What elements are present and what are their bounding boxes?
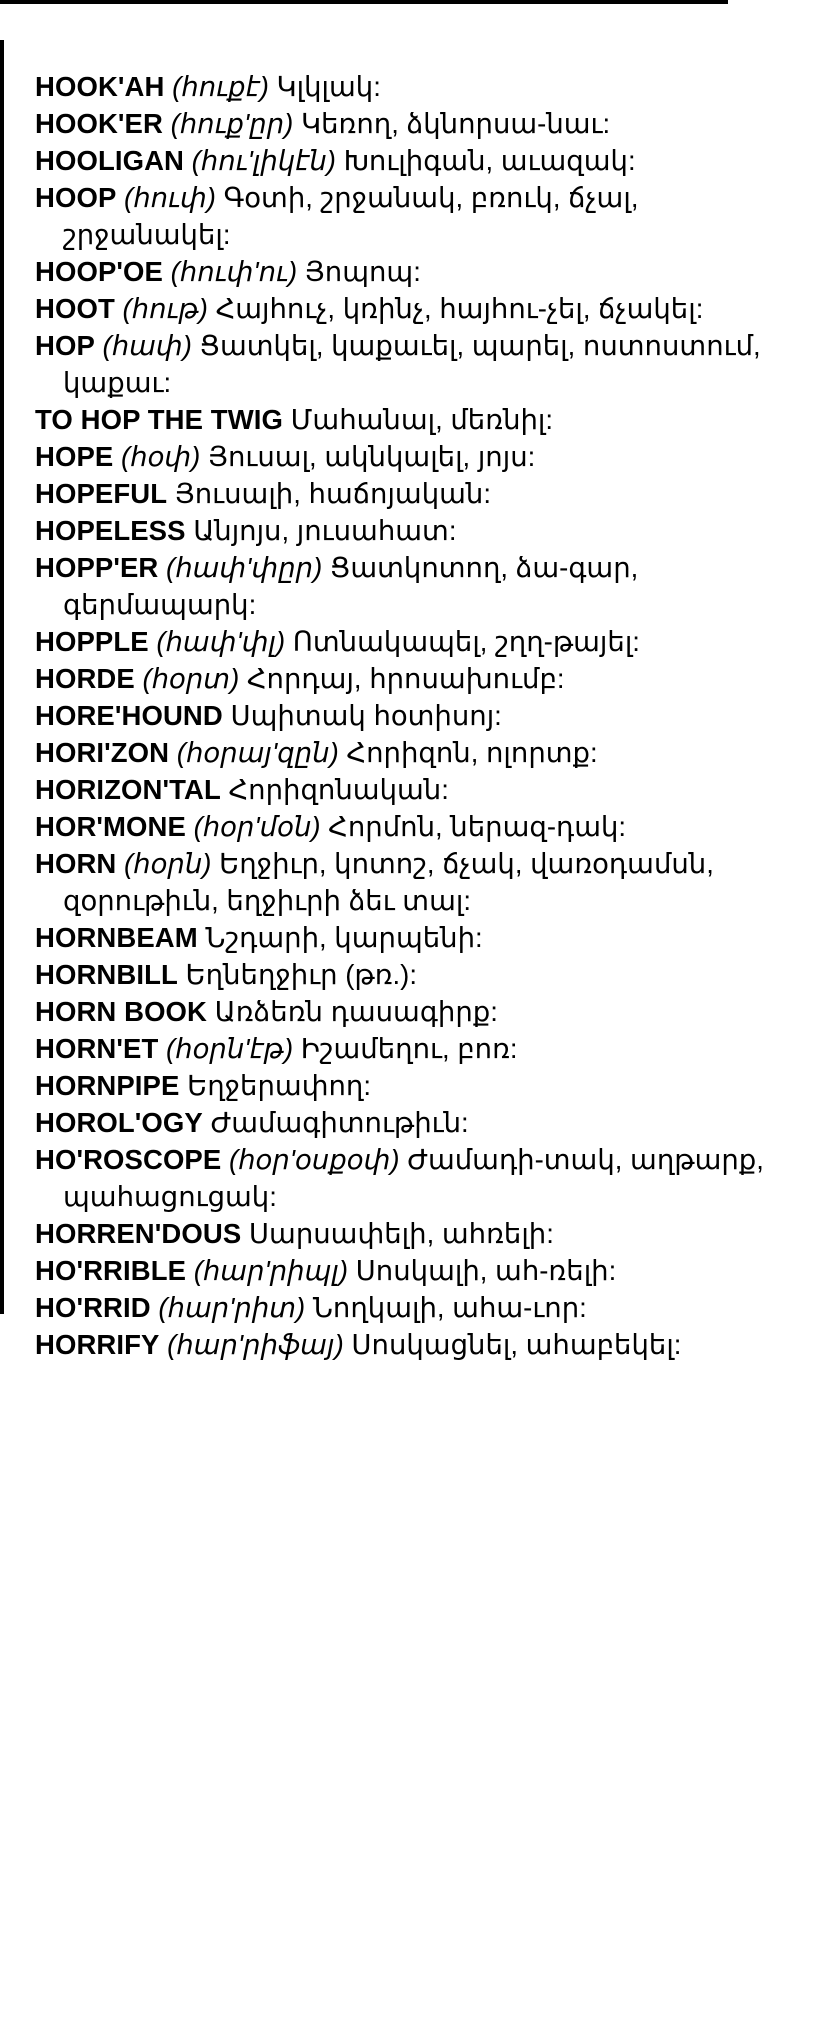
pronunciation: (հուքէ) [172,71,269,102]
definition: Կլկլակ: [276,71,381,102]
definition: Հայհուչ, կռինչ, հայհու-չել, ճչակել: [215,293,704,324]
definition: Նշդարի, կարպենի: [205,922,483,953]
definition: Կեռող, ձկնորսա-նաւ: [300,108,611,139]
dictionary-entry [35,512,795,549]
dictionary-entry [35,1326,795,1363]
dictionary-entry [35,253,795,290]
definition: Եղնեղջիւր (թռ.): [185,959,417,990]
column-rule [0,40,4,1314]
dictionary-entry [35,179,795,253]
definition: Հորիզոն, ոլորտք: [346,737,598,768]
dictionary-entry [35,1289,795,1326]
pronunciation: (հօրն'էթ) [166,1033,294,1064]
headword: HOOP [35,182,117,213]
dictionary-entry [35,549,795,623]
pronunciation: (հափ'փըր) [166,552,323,583]
dictionary-entry [35,697,795,734]
definition: Յոպոպ: [304,256,421,287]
dictionary-column [35,68,795,1363]
dictionary-entry [35,1030,795,1067]
headword: HORI'ZON [35,737,170,768]
dictionary-entry [35,327,795,401]
definition: Ցատկոտող, ձա-գար, գերմապարկ: [63,552,639,620]
pronunciation: (հութ) [122,293,208,324]
definition: Յուսալ, ակնկալել, յոյս: [207,441,536,472]
definition: Անյոյս, յուսահատ: [193,515,457,546]
definition: Յուսալի, հաճոյական: [174,478,491,509]
definition: Հորիզոնական: [228,774,449,805]
definition: Հորմոն, ներազ-դակ: [328,811,627,842]
dictionary-entry [35,1141,795,1215]
headword: HORIZON'TAL [35,774,221,805]
pronunciation: (հու'լիկէն) [191,145,336,176]
headword: HOP [35,330,95,361]
headword: TO HOP THE TWIG [35,404,283,435]
headword: HO'RRID [35,1292,151,1323]
pronunciation: (հօրն) [124,848,212,879]
definition: Սոսկացնել, ահաբեկել: [351,1329,682,1360]
definition: Խուլիգան, աւազակ: [343,145,636,176]
dictionary-entry [35,105,795,142]
pronunciation: (հօրայ'զըն) [176,737,339,768]
dictionary-entry [35,401,795,438]
dictionary-entry [35,660,795,697]
pronunciation: (հօրտ) [142,663,240,694]
dictionary-entry [35,1215,795,1252]
headword: HORN BOOK [35,996,208,1027]
headword: HORREN'DOUS [35,1218,242,1249]
dictionary-entry [35,1252,795,1289]
dictionary-entry [35,956,795,993]
headword: HOROL'OGY [35,1107,203,1138]
dictionary-entry [35,142,795,179]
headword: HORNPIPE [35,1070,180,1101]
definition: Եղջիւր, կոտոշ, ճչակ, վառօդամսն, զօրութիւն, եղջիւրի ձեւ տալ: [63,848,714,916]
dictionary-entry [35,1104,795,1141]
definition: Սոսկալի, ահ-ռելի: [355,1255,617,1286]
headword: HOPEFUL [35,478,168,509]
definition: Սպիտակ հօտիսոյ: [230,700,502,731]
headword: HOOLIGAN [35,145,184,176]
pronunciation: (հար'րիտ) [158,1292,306,1323]
pronunciation: (հօփ) [120,441,201,472]
definition: Ցատկել, կաքաւել, պարել, ոստոստում, կաքաւ: [63,330,761,398]
pronunciation: (հուփ'ու) [170,256,298,287]
headword: HOOK'AH [35,71,165,102]
definition: Ոտնակապել, շղղ-թայել: [292,626,640,657]
definition: Գօտի, շրջանակ, բռուկ, ճչալ, շրջանակել: [63,182,639,250]
definition: Հորդայ, հրոսախումբ: [246,663,565,694]
dictionary-entry [35,623,795,660]
headword: HOPP'ER [35,552,159,583]
headword: HORNBEAM [35,922,198,953]
dictionary-entry [35,1067,795,1104]
pronunciation: (հօր'մօն) [193,811,321,842]
definition: Առձեռն դասագիրք: [214,996,498,1027]
headword: HORRIFY [35,1329,160,1360]
top-rule [0,0,728,4]
pronunciation: (հուփ) [124,182,216,213]
headword: HOPELESS [35,515,186,546]
dictionary-entry [35,771,795,808]
headword: HOPE [35,441,114,472]
headword: HOOT [35,293,115,324]
headword: HORNBILL [35,959,178,990]
definition: Ժամադի-տակ, աղթարք, պահացուցակ: [63,1144,764,1212]
headword: HORDE [35,663,135,694]
pronunciation: (հափ'փլ) [156,626,286,657]
pronunciation: (հուք'ըր) [170,108,294,139]
definition: Մահանալ, մեռնիլ: [290,404,554,435]
pronunciation: (հար'րիֆայ) [167,1329,344,1360]
pronunciation: (հօր'օսքօփ) [228,1144,400,1175]
headword: HOPPLE [35,626,149,657]
headword: HOR'MONE [35,811,186,842]
headword: HO'RRIBLE [35,1255,187,1286]
headword: HORE'HOUND [35,700,223,731]
dictionary-entry [35,475,795,512]
dictionary-entry [35,808,795,845]
pronunciation: (հար'րիպլ) [193,1255,349,1286]
headword: HOOK'ER [35,108,163,139]
headword: HORN [35,848,117,879]
dictionary-entry [35,993,795,1030]
dictionary-entry [35,919,795,956]
definition: Իշամեղու, բոռ: [300,1033,518,1064]
headword: HO'ROSCOPE [35,1144,222,1175]
definition: Սարսափելի, ահռելի: [248,1218,554,1249]
pronunciation: (հափ) [102,330,192,361]
dictionary-entry [35,734,795,771]
definition: Նողկալի, ահա-ւոր: [312,1292,587,1323]
dictionary-entry [35,290,795,327]
headword: HOOP'OE [35,256,163,287]
dictionary-entry [35,438,795,475]
dictionary-entry [35,845,795,919]
definition: Ժամագիտութիւն: [210,1107,469,1138]
headword: HORN'ET [35,1033,159,1064]
definition: Եղջերափող: [187,1070,371,1101]
dictionary-entry [35,68,795,105]
